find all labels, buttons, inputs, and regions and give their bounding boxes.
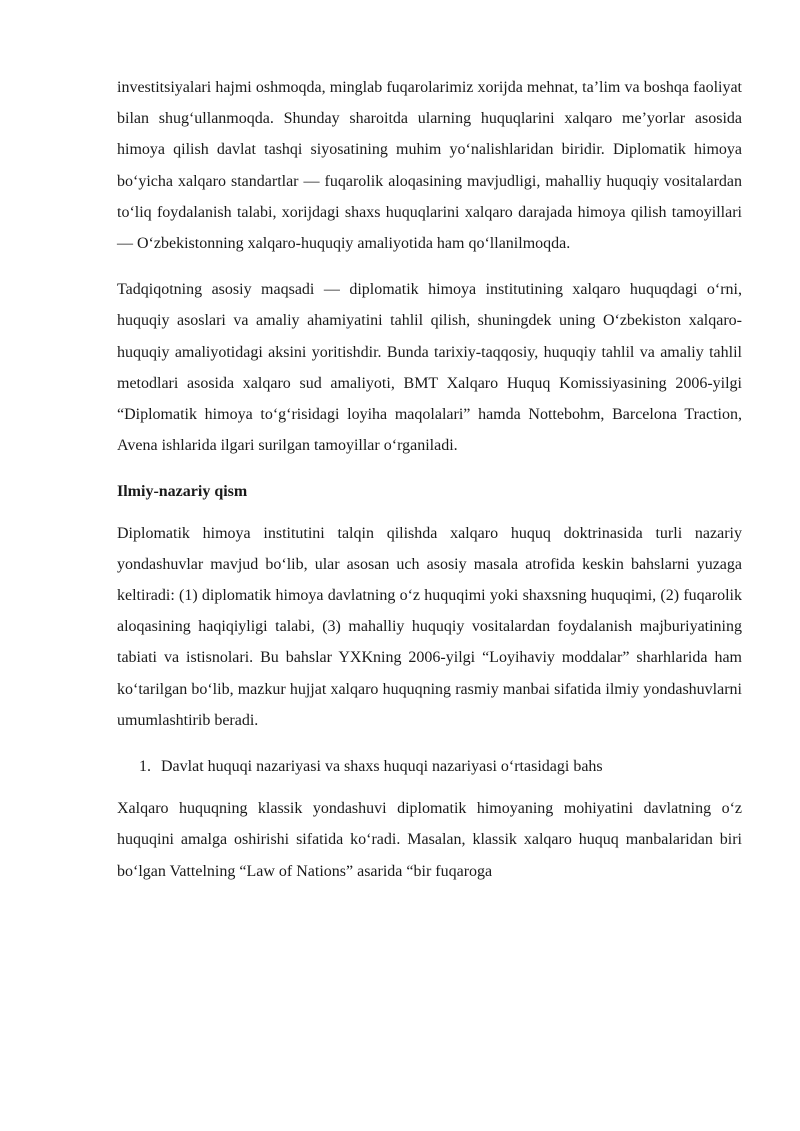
paragraph-intro-continuation: investitsiyalari hajmi oshmoqda, minglab fuqarolarimiz xorijda mehnat, ta’lim va boshqa faoliyat bilan shug‘ullanmoqda. Shunday sharoitda ularning huquqlarini xalqaro me’yorlar asosida himoya qilish davlat tashqi siyosatining muhim yo‘nalishlaridan biridir. Diplomatik himoya bo‘yicha xalqaro standartlar — fuqarolik aloqasining mavjudligi, mahalliy huquqiy vositalardan to‘liq foydalanish talabi, xorijdagi shaxs huquqlarini xalqaro darajada himoya qilish tamoyillari — O‘zbekistonning xalqaro-huquqiy amaliyotida ham qo‘llanilmoqda. <box>117 79 742 253</box>
section-heading: Ilmiy-nazariy qism <box>117 483 248 501</box>
list-item-text: Davlat huquqi nazariyasi va shaxs huquqi nazariyasi o‘rtasidagi bahs <box>161 758 603 776</box>
numbered-list-item <box>117 751 742 782</box>
paragraph-research-aim: Tadqiqotning asosiy maqsadi — diplomatik himoya institutining xalqaro huquqdagi o‘rni, huquqiy asoslari va amaliy ahamiyatini tahlil qilish, shuningdek uning O‘zbekiston xalqaro-huquqiy amaliyotidagi aksini yoritishdir. Bunda tarixiy-taqqosiy, huquqiy tahlil va amaliy tahlil metodlari asosida xalqaro sud amaliyoti, BMT Xalqaro Huquq Komissiyasining 2006-yilgi “Diplomatik himoya to‘g‘risidagi loyiha maqolalari” hamda Nottebohm, Barcelona Traction, Avena ishlarida ilgari surilgan tamoyillar o‘rganiladi. <box>117 281 742 455</box>
list-item-number: 1. <box>139 758 151 776</box>
document-page <box>117 72 742 887</box>
paragraph-theoretical-approaches: Diplomatik himoya institutini talqin qilishda xalqaro huquq doktrinasida turli nazariy yondashuvlar mavjud bo‘lib, ular asosan uch asosiy masala atrofida keskin bahslarni yuzaga keltiradi: (1) diplomatik himoya davlatning o‘z huquqimi yoki shaxsning huquqimi, (2) fuqarolik aloqasining haqiqiyligi talabi, (3) mahalliy huquqiy vositalardan foydalanish majburiyatining tabiati va istisnolari. Bu bahslar YXKning 2006-yilgi “Loyihaviy moddalar” sharhlarida ham ko‘tarilgan bo‘lib, mazkur hujjat xalqaro huquqning rasmiy manbai sifatida ilmiy yondashuvlarni umumlashtirib beradi. <box>117 524 742 729</box>
paragraph-classical-approach: Xalqaro huquqning klassik yondashuvi diplomatik himoyaning mohiyatini davlatning o‘z huquqini amalga oshirishi sifatida ko‘radi. Masalan, klassik xalqaro huquq manbalaridan biri bo‘lgan Vattelning “Law of Nations” asarida “bir fuqaroga <box>117 800 742 880</box>
